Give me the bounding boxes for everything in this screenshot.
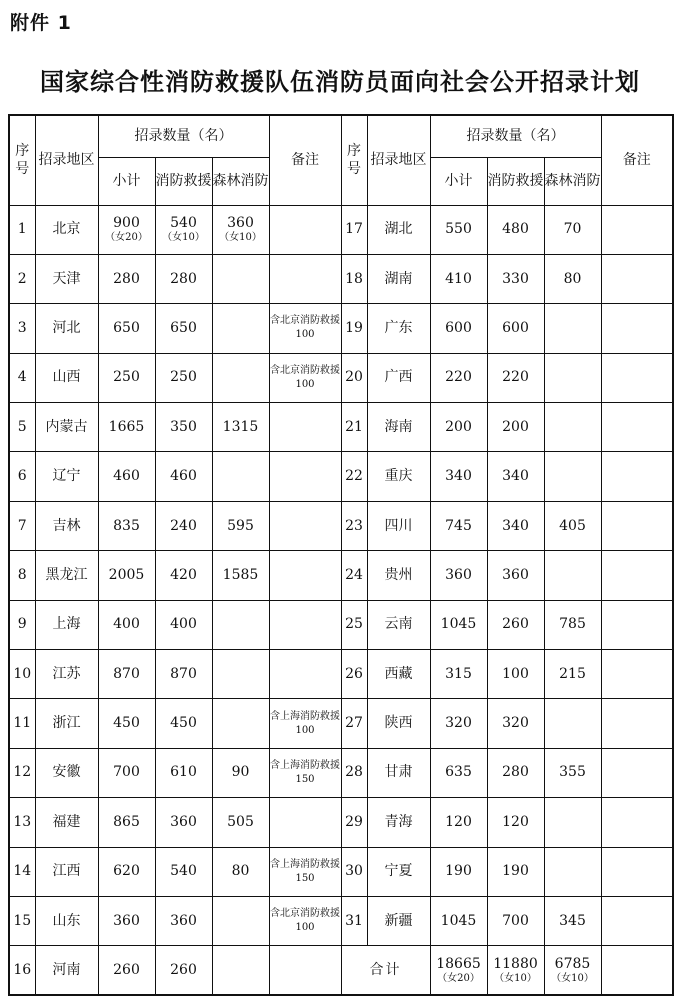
cell-seq: 28 bbox=[341, 748, 367, 797]
cell-region: 辽宁 bbox=[35, 452, 98, 501]
cell-forest bbox=[212, 946, 269, 995]
cell-seq: 1 bbox=[9, 205, 35, 254]
cell-region: 四川 bbox=[367, 501, 430, 550]
cell-forest bbox=[212, 452, 269, 501]
cell-fire-rescue: 340 bbox=[487, 452, 544, 501]
header-forest: 森林消防 bbox=[212, 157, 269, 205]
cell-region: 吉林 bbox=[35, 501, 98, 550]
cell-region: 湖北 bbox=[367, 205, 430, 254]
cell-fire-rescue: 330 bbox=[487, 254, 544, 303]
cell-forest bbox=[212, 896, 269, 945]
cell-subtotal: 600 bbox=[430, 304, 487, 353]
cell-forest bbox=[212, 205, 269, 254]
cell-fire-rescue-female-note: （女10） bbox=[162, 232, 205, 244]
cell-remark: 含北京消防救援100 bbox=[269, 304, 341, 353]
cell-subtotal-value: 900 bbox=[113, 215, 140, 232]
cell-remark bbox=[601, 798, 673, 847]
cell-fire-rescue: 360 bbox=[155, 896, 212, 945]
cell-remark bbox=[269, 946, 341, 995]
cell-subtotal: 315 bbox=[430, 650, 487, 699]
cell-region: 新疆 bbox=[367, 896, 430, 945]
table-row bbox=[9, 501, 673, 550]
cell-region: 上海 bbox=[35, 600, 98, 649]
cell-region: 山西 bbox=[35, 353, 98, 402]
cell-subtotal: 865 bbox=[98, 798, 155, 847]
cell-seq: 31 bbox=[341, 896, 367, 945]
cell-subtotal bbox=[98, 205, 155, 254]
cell-forest bbox=[212, 650, 269, 699]
cell-remark bbox=[269, 501, 341, 550]
total-forest bbox=[544, 946, 601, 995]
cell-seq: 11 bbox=[9, 699, 35, 748]
cell-fire-rescue: 540 bbox=[155, 847, 212, 896]
cell-region: 云南 bbox=[367, 600, 430, 649]
table-row bbox=[9, 452, 673, 501]
cell-subtotal: 1045 bbox=[430, 600, 487, 649]
cell-forest bbox=[544, 699, 601, 748]
cell-seq: 24 bbox=[341, 551, 367, 600]
cell-seq: 30 bbox=[341, 847, 367, 896]
table-row bbox=[9, 205, 673, 254]
cell-forest: 80 bbox=[212, 847, 269, 896]
cell-region: 河南 bbox=[35, 946, 98, 995]
cell-seq: 19 bbox=[341, 304, 367, 353]
cell-forest bbox=[544, 304, 601, 353]
table-row bbox=[9, 798, 673, 847]
table-row bbox=[9, 650, 673, 699]
cell-remark bbox=[601, 254, 673, 303]
cell-remark bbox=[601, 205, 673, 254]
cell-remark bbox=[601, 600, 673, 649]
cell-subtotal: 620 bbox=[98, 847, 155, 896]
cell-forest bbox=[212, 353, 269, 402]
attachment-label: 附件 1 bbox=[10, 12, 72, 34]
cell-forest bbox=[544, 452, 601, 501]
cell-subtotal: 400 bbox=[98, 600, 155, 649]
cell-region: 天津 bbox=[35, 254, 98, 303]
cell-remark: 含北京消防救援100 bbox=[269, 353, 341, 402]
cell-fire-rescue: 600 bbox=[487, 304, 544, 353]
cell-seq: 6 bbox=[9, 452, 35, 501]
cell-fire-rescue: 250 bbox=[155, 353, 212, 402]
cell-seq: 3 bbox=[9, 304, 35, 353]
cell-forest bbox=[544, 847, 601, 896]
cell-subtotal: 250 bbox=[98, 353, 155, 402]
cell-fire-rescue: 450 bbox=[155, 699, 212, 748]
cell-remark bbox=[269, 650, 341, 699]
cell-subtotal: 870 bbox=[98, 650, 155, 699]
table-row bbox=[9, 847, 673, 896]
document-title: 国家综合性消防救援队伍消防员面向社会公开招录计划 bbox=[40, 68, 640, 96]
cell-forest: 90 bbox=[212, 748, 269, 797]
cell-fire-rescue: 260 bbox=[155, 946, 212, 995]
cell-remark bbox=[269, 452, 341, 501]
cell-region: 宁夏 bbox=[367, 847, 430, 896]
cell-seq: 14 bbox=[9, 847, 35, 896]
cell-fire-rescue: 360 bbox=[487, 551, 544, 600]
header-subtotal: 小计 bbox=[98, 157, 155, 205]
cell-region: 青海 bbox=[367, 798, 430, 847]
header-subtotal: 小计 bbox=[430, 157, 487, 205]
table-row bbox=[9, 896, 673, 945]
cell-region: 江西 bbox=[35, 847, 98, 896]
cell-region: 广西 bbox=[367, 353, 430, 402]
cell-remark bbox=[601, 896, 673, 945]
cell-forest-female-note: （女10） bbox=[219, 232, 262, 244]
cell-fire-rescue: 870 bbox=[155, 650, 212, 699]
cell-forest-value: 360 bbox=[227, 215, 254, 232]
cell-fire-rescue: 280 bbox=[155, 254, 212, 303]
cell-subtotal: 635 bbox=[430, 748, 487, 797]
header-region: 招录地区 bbox=[367, 115, 430, 205]
total-forest-value: 6785 bbox=[554, 955, 591, 972]
header-remarks: 备注 bbox=[269, 115, 341, 205]
cell-forest: 80 bbox=[544, 254, 601, 303]
cell-remark bbox=[601, 304, 673, 353]
cell-remark bbox=[269, 254, 341, 303]
cell-seq: 10 bbox=[9, 650, 35, 699]
cell-forest: 785 bbox=[544, 600, 601, 649]
cell-subtotal: 220 bbox=[430, 353, 487, 402]
cell-region: 贵州 bbox=[367, 551, 430, 600]
cell-fire-rescue: 700 bbox=[487, 896, 544, 945]
cell-fire-rescue: 120 bbox=[487, 798, 544, 847]
cell-seq: 25 bbox=[341, 600, 367, 649]
table-row bbox=[9, 600, 673, 649]
cell-fire-rescue: 350 bbox=[155, 403, 212, 452]
cell-fire-rescue: 280 bbox=[487, 748, 544, 797]
cell-forest: 345 bbox=[544, 896, 601, 945]
header-fire-rescue: 消防救援 bbox=[487, 157, 544, 205]
cell-remark bbox=[601, 501, 673, 550]
cell-region: 重庆 bbox=[367, 452, 430, 501]
cell-seq: 26 bbox=[341, 650, 367, 699]
cell-forest: 1315 bbox=[212, 403, 269, 452]
cell-subtotal: 320 bbox=[430, 699, 487, 748]
cell-seq: 27 bbox=[341, 699, 367, 748]
cell-remark bbox=[601, 353, 673, 402]
cell-fire-rescue: 100 bbox=[487, 650, 544, 699]
total-fire-rescue bbox=[487, 946, 544, 995]
cell-forest bbox=[212, 699, 269, 748]
cell-subtotal: 1665 bbox=[98, 403, 155, 452]
cell-fire-rescue: 220 bbox=[487, 353, 544, 402]
header-seq: 序号 bbox=[341, 115, 367, 205]
cell-seq: 4 bbox=[9, 353, 35, 402]
cell-region: 江苏 bbox=[35, 650, 98, 699]
cell-remark bbox=[601, 650, 673, 699]
cell-forest bbox=[212, 600, 269, 649]
cell-region: 海南 bbox=[367, 403, 430, 452]
cell-remark bbox=[601, 699, 673, 748]
cell-seq: 18 bbox=[341, 254, 367, 303]
cell-fire-rescue: 420 bbox=[155, 551, 212, 600]
recruitment-plan-table bbox=[8, 114, 674, 996]
cell-forest: 1585 bbox=[212, 551, 269, 600]
cell-subtotal: 650 bbox=[98, 304, 155, 353]
total-fire-rescue-value: 11880 bbox=[493, 955, 538, 972]
cell-forest: 595 bbox=[212, 501, 269, 550]
cell-seq: 5 bbox=[9, 403, 35, 452]
cell-region: 山东 bbox=[35, 896, 98, 945]
cell-forest bbox=[544, 353, 601, 402]
cell-subtotal: 340 bbox=[430, 452, 487, 501]
total-subtotal bbox=[430, 946, 487, 995]
cell-remark bbox=[269, 205, 341, 254]
cell-subtotal: 410 bbox=[430, 254, 487, 303]
cell-subtotal: 745 bbox=[430, 501, 487, 550]
table-row bbox=[9, 699, 673, 748]
cell-subtotal: 2005 bbox=[98, 551, 155, 600]
header-forest: 森林消防 bbox=[544, 157, 601, 205]
cell-seq: 2 bbox=[9, 254, 35, 303]
cell-subtotal: 550 bbox=[430, 205, 487, 254]
cell-forest: 505 bbox=[212, 798, 269, 847]
cell-subtotal: 120 bbox=[430, 798, 487, 847]
cell-fire-rescue: 360 bbox=[155, 798, 212, 847]
cell-forest bbox=[544, 403, 601, 452]
cell-subtotal: 835 bbox=[98, 501, 155, 550]
cell-remark bbox=[269, 403, 341, 452]
cell-seq: 21 bbox=[341, 403, 367, 452]
cell-seq: 22 bbox=[341, 452, 367, 501]
cell-region: 河北 bbox=[35, 304, 98, 353]
cell-seq: 20 bbox=[341, 353, 367, 402]
total-label: 合计 bbox=[341, 946, 430, 995]
cell-subtotal: 190 bbox=[430, 847, 487, 896]
cell-remark: 含上海消防救援150 bbox=[269, 748, 341, 797]
cell-fire-rescue: 340 bbox=[487, 501, 544, 550]
cell-region: 广东 bbox=[367, 304, 430, 353]
cell-fire-rescue: 190 bbox=[487, 847, 544, 896]
cell-forest bbox=[544, 798, 601, 847]
header-fire-rescue: 消防救援 bbox=[155, 157, 212, 205]
cell-subtotal: 700 bbox=[98, 748, 155, 797]
cell-seq: 23 bbox=[341, 501, 367, 550]
cell-remark bbox=[269, 798, 341, 847]
cell-seq: 17 bbox=[341, 205, 367, 254]
table-row bbox=[9, 403, 673, 452]
cell-remark bbox=[269, 551, 341, 600]
cell-region: 西藏 bbox=[367, 650, 430, 699]
cell-remark: 含上海消防救援100 bbox=[269, 699, 341, 748]
cell-fire-rescue: 460 bbox=[155, 452, 212, 501]
table-row bbox=[9, 353, 673, 402]
table-row bbox=[9, 254, 673, 303]
cell-fire-rescue: 400 bbox=[155, 600, 212, 649]
cell-subtotal: 460 bbox=[98, 452, 155, 501]
cell-subtotal-female-note: （女20） bbox=[105, 232, 148, 244]
cell-subtotal: 360 bbox=[430, 551, 487, 600]
header-seq: 序号 bbox=[9, 115, 35, 205]
cell-forest: 215 bbox=[544, 650, 601, 699]
cell-subtotal: 260 bbox=[98, 946, 155, 995]
table-row bbox=[9, 946, 673, 995]
cell-seq: 12 bbox=[9, 748, 35, 797]
cell-subtotal: 360 bbox=[98, 896, 155, 945]
header-remarks: 备注 bbox=[601, 115, 673, 205]
cell-remark bbox=[601, 452, 673, 501]
cell-forest bbox=[544, 551, 601, 600]
total-subtotal-value: 18665 bbox=[436, 955, 481, 972]
cell-fire-rescue: 610 bbox=[155, 748, 212, 797]
cell-region: 甘肃 bbox=[367, 748, 430, 797]
cell-fire-rescue: 320 bbox=[487, 699, 544, 748]
cell-region: 安徽 bbox=[35, 748, 98, 797]
table-row bbox=[9, 551, 673, 600]
cell-remark bbox=[601, 748, 673, 797]
cell-subtotal: 1045 bbox=[430, 896, 487, 945]
table-row bbox=[9, 748, 673, 797]
cell-forest: 70 bbox=[544, 205, 601, 254]
cell-region: 福建 bbox=[35, 798, 98, 847]
cell-fire-rescue: 260 bbox=[487, 600, 544, 649]
cell-region: 内蒙古 bbox=[35, 403, 98, 452]
cell-forest bbox=[212, 254, 269, 303]
cell-region: 湖南 bbox=[367, 254, 430, 303]
cell-forest bbox=[212, 304, 269, 353]
cell-fire-rescue: 480 bbox=[487, 205, 544, 254]
cell-region: 黑龙江 bbox=[35, 551, 98, 600]
cell-remark bbox=[601, 551, 673, 600]
cell-remark bbox=[601, 403, 673, 452]
cell-seq: 15 bbox=[9, 896, 35, 945]
total-forest-female-note: （女10） bbox=[551, 972, 594, 984]
cell-subtotal: 280 bbox=[98, 254, 155, 303]
cell-seq: 7 bbox=[9, 501, 35, 550]
cell-subtotal: 450 bbox=[98, 699, 155, 748]
cell-fire-rescue: 650 bbox=[155, 304, 212, 353]
cell-fire-rescue-value: 540 bbox=[170, 215, 197, 232]
total-remark bbox=[601, 946, 673, 995]
cell-remark bbox=[601, 847, 673, 896]
cell-remark: 含上海消防救援150 bbox=[269, 847, 341, 896]
cell-region: 北京 bbox=[35, 205, 98, 254]
cell-fire-rescue bbox=[155, 205, 212, 254]
header-quota: 招录数量（名） bbox=[430, 115, 601, 157]
total-subtotal-female-note: （女20） bbox=[437, 972, 480, 984]
cell-fire-rescue: 200 bbox=[487, 403, 544, 452]
cell-seq: 29 bbox=[341, 798, 367, 847]
header-quota: 招录数量（名） bbox=[98, 115, 269, 157]
total-fire-rescue-female-note: （女10） bbox=[494, 972, 537, 984]
cell-region: 浙江 bbox=[35, 699, 98, 748]
cell-forest: 405 bbox=[544, 501, 601, 550]
cell-subtotal: 200 bbox=[430, 403, 487, 452]
cell-remark: 含北京消防救援100 bbox=[269, 896, 341, 945]
cell-remark bbox=[269, 600, 341, 649]
cell-seq: 8 bbox=[9, 551, 35, 600]
cell-region: 陕西 bbox=[367, 699, 430, 748]
header-region: 招录地区 bbox=[35, 115, 98, 205]
cell-seq: 16 bbox=[9, 946, 35, 995]
cell-fire-rescue: 240 bbox=[155, 501, 212, 550]
table-row bbox=[9, 304, 673, 353]
cell-seq: 9 bbox=[9, 600, 35, 649]
cell-seq: 13 bbox=[9, 798, 35, 847]
cell-forest: 355 bbox=[544, 748, 601, 797]
